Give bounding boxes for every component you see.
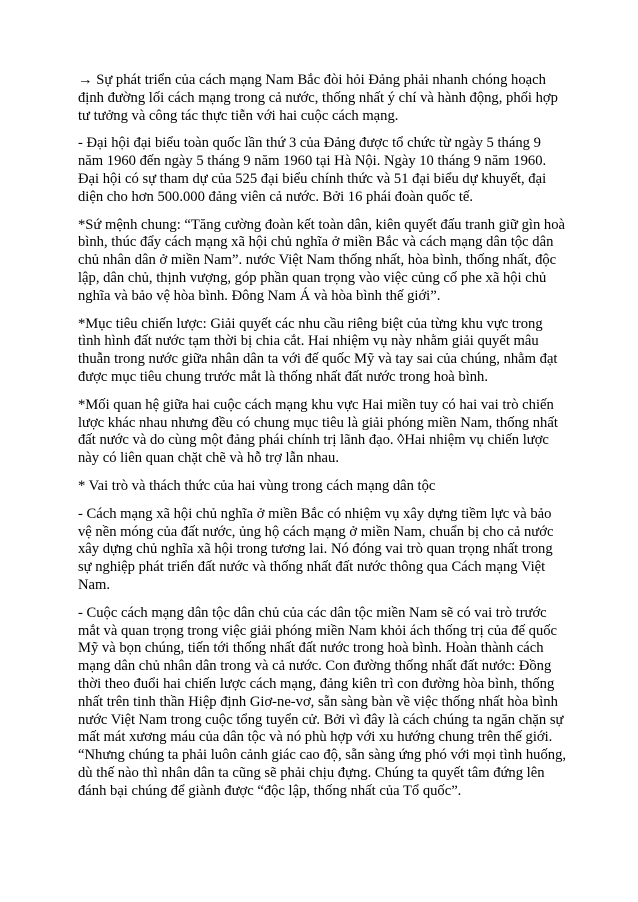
paragraph-common-mission: *Sứ mệnh chung: “Tăng cường đoàn kết toàn dân, kiên quyết đấu tranh giữ gìn hoà bình, thúc đẩy cách mạng xã hội chủ nghĩa ở miền Bắc và cách mạng dân tộc dân chủ nhân dân ở miền Nam”. nước Việt Nam thống nhất, hòa bình, thống nhất, độc lập, dân chủ, thịnh vượng, góp phần quan trọng vào việc củng cố phe xã hội chủ nghĩa và bảo vệ hòa bình. Đông Nam Á và hòa bình thế giới”. — [78, 216, 565, 304]
paragraph-relationship: *Mối quan hệ giữa hai cuộc cách mạng khu vực Hai miền tuy có hai vai trò chiến lược khác nhau nhưng đều có chung mục tiêu là giải phóng miền Nam, thống nhất đất nước và do cùng một đảng phái chính trị lãnh đạo. ◊Hai nhiệm vụ chiến lược này có liên quan chặt chẽ và hỗ trợ lẫn nhau. — [78, 396, 558, 467]
document-body — [78, 72, 568, 810]
paragraph-third-congress: - Đại hội đại biểu toàn quốc lần thứ 3 của Đảng được tổ chức từ ngày 5 tháng 9 năm 1960 đến ngày 5 tháng 9 năm 1960 tại Hà Nội. Ngày 10 tháng 9 năm 1960. Đại hội có sự tham dự của 525 đại biểu chính thức và 51 đại biểu dự khuyết, đại diện cho hơn 500.000 đảng viên cả nước. Bởi 16 phái đoàn quốc tế. — [78, 135, 547, 205]
paragraph-north-revolution: - Cách mạng xã hội chủ nghĩa ở miền Bắc có nhiệm vụ xây dựng tiềm lực và bảo vệ nền móng của đất nước, ủng hộ cách mạng ở miền Nam, chuẩn bị cho cả nước xây dựng chủ nghĩa xã hội trong tương lai. Nó đóng vai trò quan trọng nhất trong sự nghiệp phát triển đất nước và thống nhất đất nước thông qua Cách mạng Việt Nam. — [78, 505, 554, 593]
paragraph-south-revolution: - Cuộc cách mạng dân tộc dân chủ của các dân tộc miền Nam sẽ có vai trò trước mắt và quan trọng trong việc giải phóng miền Nam khỏi ách thống trị của đế quốc Mỹ và bọn chúng, tiến tới thống nhất đất nước trong hoà bình. Hoàn thành cách mạng dân chủ nhân dân trong và cả nước. Con đường thống nhất đất nước: Đồng thời theo đuổi hai chiến lược cách mạng, đảng kiên trì con đường hòa bình, thống nhất trên tinh thần Hiệp định Giơ-ne-vơ, sẵn sàng bàn về việc thống nhất hòa bình nước Việt Nam trong cuộc tổng tuyển cử. Bởi vì đây là cách chúng ta ngăn chặn sự mất mát xương máu của dân tộc và nó phù hợp với xu hướng chung trên thế giới. “Nhưng chúng ta phải luôn cảnh giác cao độ, sẵn sàng ứng phó với mọi tình huống, dù thế nào thì nhân dân ta cũng sẽ phải chịu đựng. Chúng ta quyết tâm đứng lên đánh bại chúng để giành được “độc lập, thống nhất của Tổ quốc”. — [78, 604, 567, 799]
paragraph-roles-heading: * Vai trò và thách thức của hai vùng trong cách mạng dân tộc — [78, 477, 436, 494]
paragraph-strategic-goal: *Mục tiêu chiến lược: Giải quyết các nhu cầu riêng biệt của từng khu vực trong tình hình đất nước tạm thời bị chia cắt. Hai nhiệm vụ này nhằm giải quyết mâu thuẫn trong nước giữa nhân dân ta với đế quốc Mỹ và tay sai của chúng, nhằm đạt được mục tiêu chung trước mắt là thống nhất đất nước trong hoà bình. — [78, 315, 558, 385]
paragraph-development-demand: → Sự phát triển của cách mạng Nam Bắc đòi hỏi Đảng phải nhanh chóng hoạch định đường lối cách mạng trong cả nước, thống nhất ý chí và hành động, phối hợp tư tưởng và công tác thực tiễn với hai cuộc cách mạng. — [78, 72, 558, 124]
